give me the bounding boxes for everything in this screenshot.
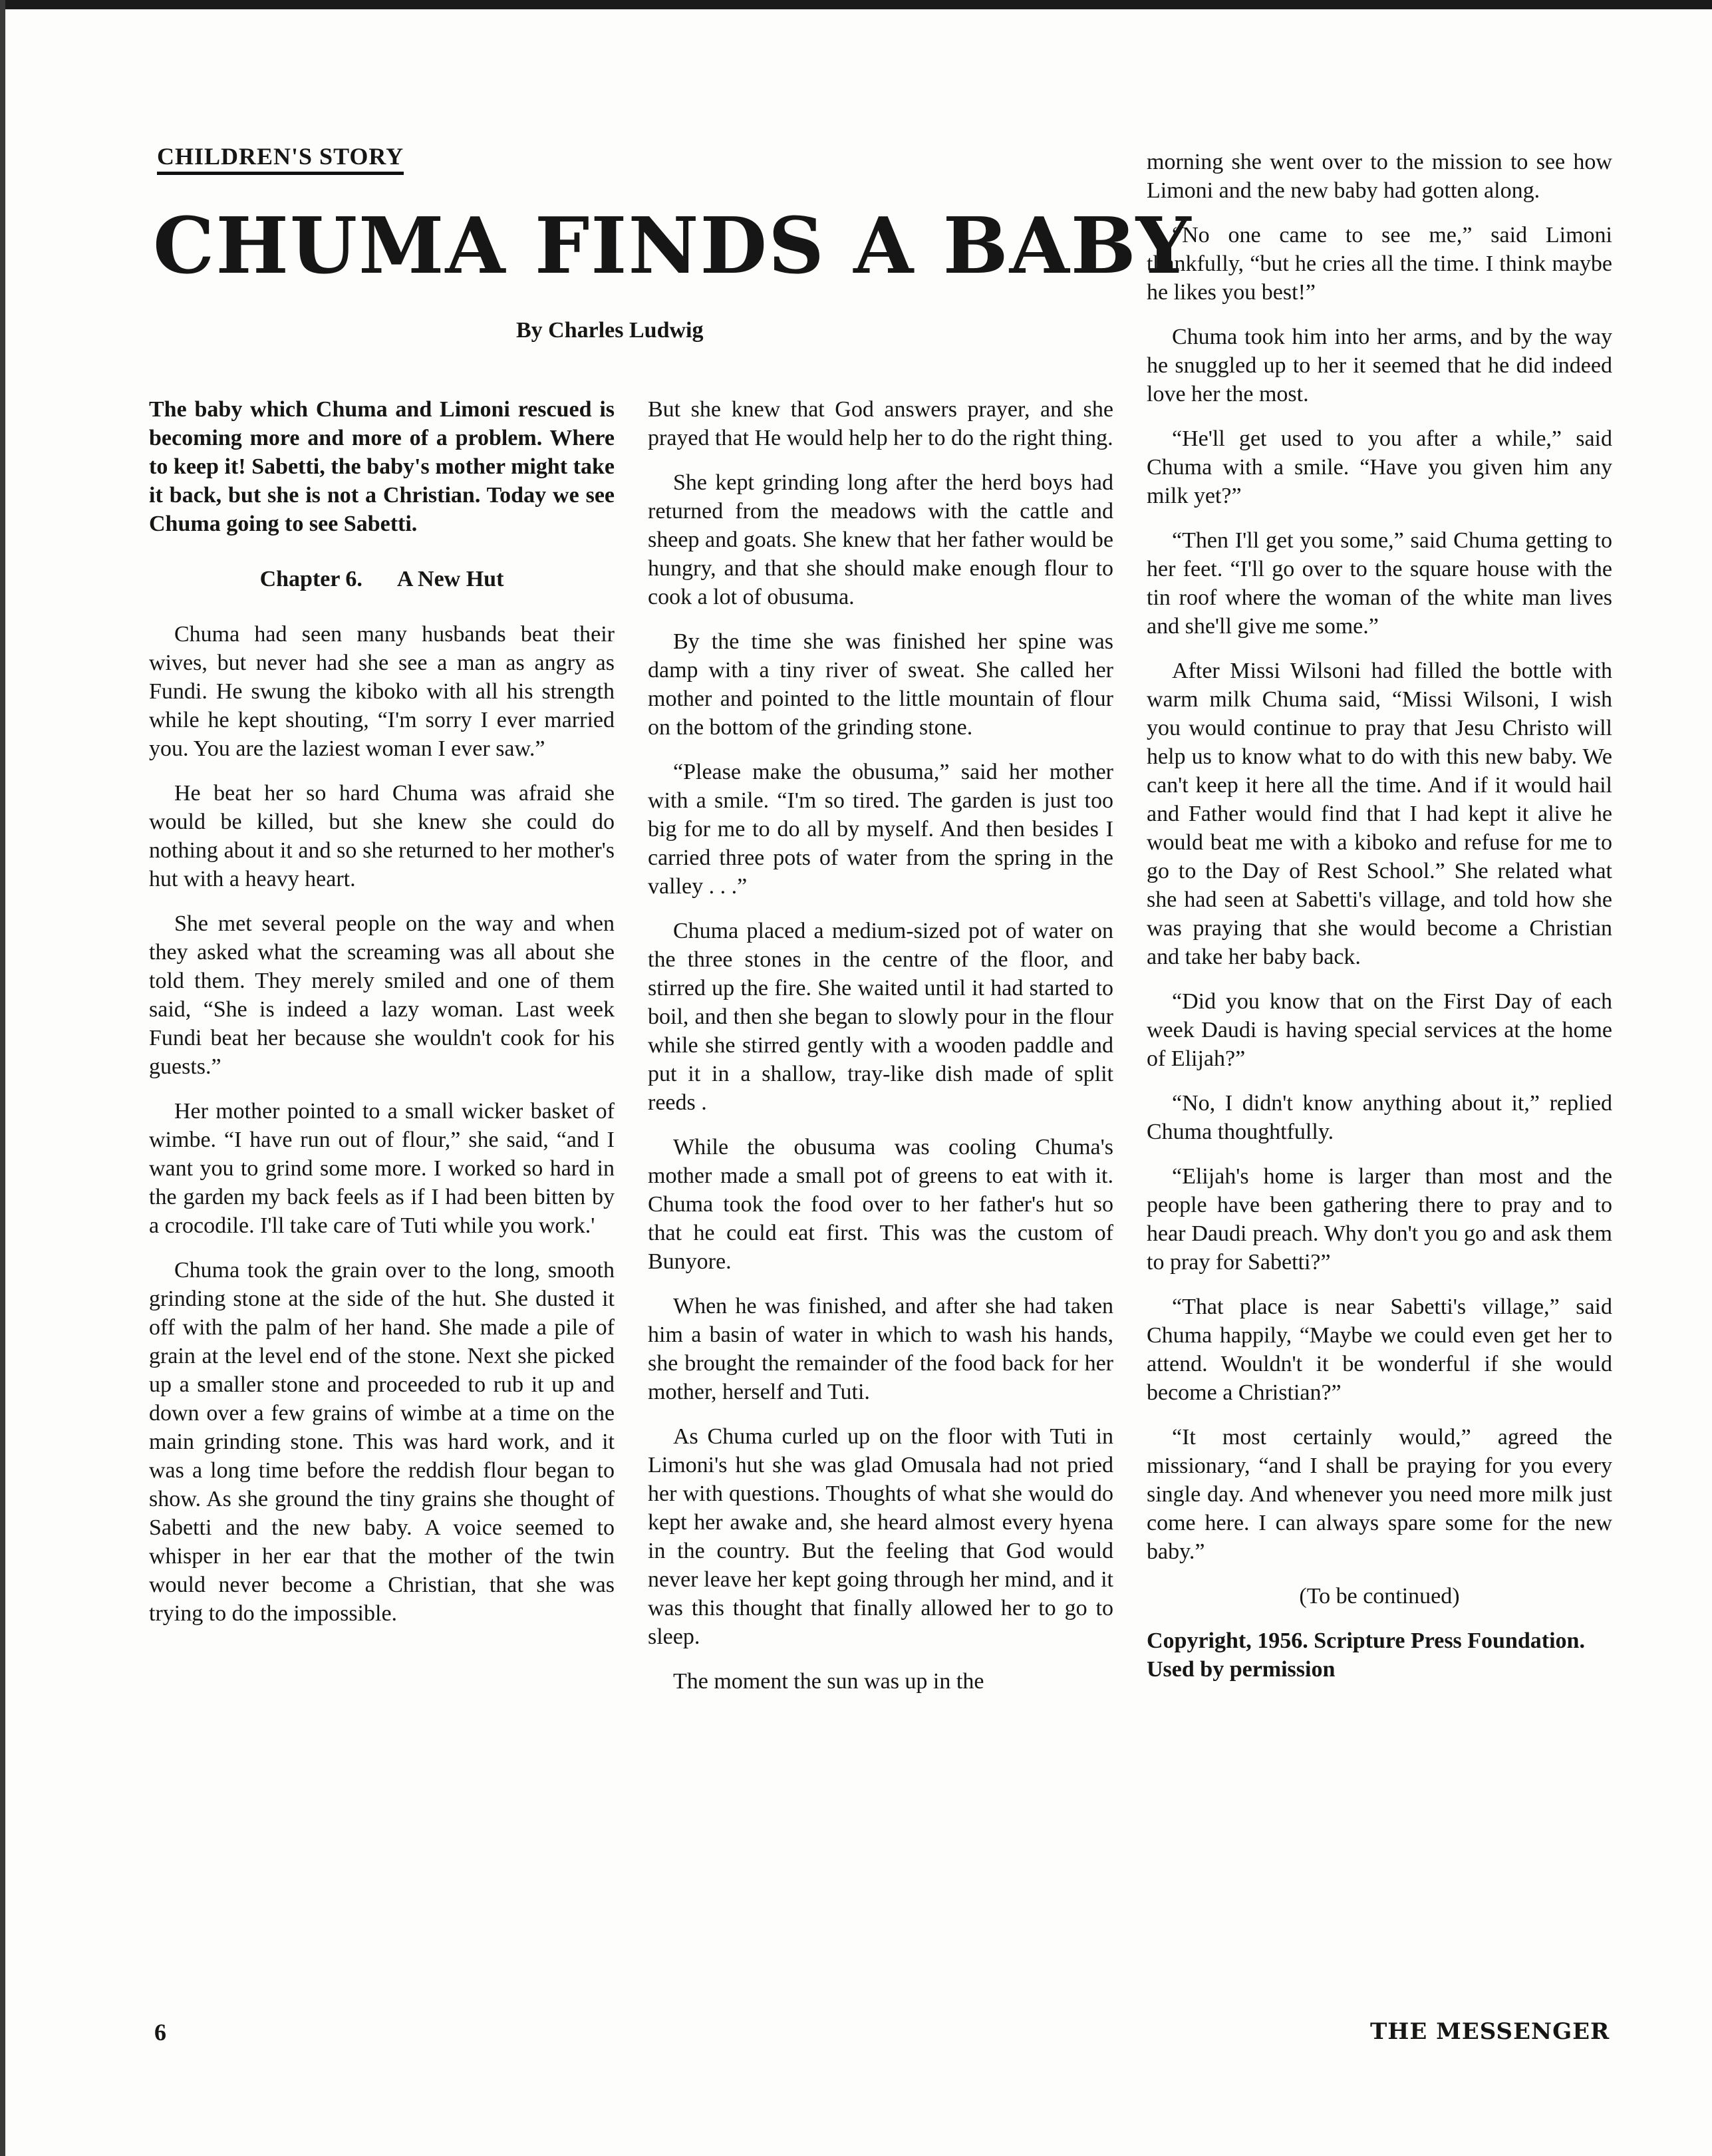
paragraph: “No, I didn't know anything about it,” replied Chuma thoughtfully. xyxy=(1147,1091,1612,1144)
paragraph: He beat her so hard Chuma was afraid she would be killed, but she knew she could do nothing about it and so she returned to her mother's hut with a heavy heart. xyxy=(149,781,615,891)
paragraph: “Please make the obusuma,” said her mother with a smile. “I'm so tired. The garden is just too big for me to do all by myself. And then besides I carried three pots of water from the spring in the valley . . .” xyxy=(648,760,1113,899)
magazine-name: THE MESSENGER xyxy=(1370,2018,1610,2045)
paragraph: “No one came to see me,” said Limoni thankfully, “but he cries all the time. I think maybe he likes you best!” xyxy=(1147,223,1612,305)
scan-border-left xyxy=(0,0,5,2156)
paragraph: “Did you know that on the First Day of each week Daudi is having special services at the home of Elijah?” xyxy=(1147,989,1612,1071)
byline: By Charles Ludwig xyxy=(516,318,704,343)
paragraph: Chuma placed a medium-sized pot of water on the three stones in the centre of the floor, and stirred up the fire. She waited until it had started to boil, and then she began to slowly pour in the flour while she stirred gently with a wooden paddle and put it in a shallow, tray-like dish made of split reeds . xyxy=(648,919,1113,1115)
paragraph: Chuma took him into her arms, and by the way he snuggled up to her it seemed that he did indeed love her the most. xyxy=(1147,325,1612,406)
to-be-continued: (To be continued) xyxy=(1299,1584,1460,1609)
paragraph: She met several people on the way and when they asked what the screaming was all about she told them. They merely smiled and one of them said, “She is indeed a lazy woman. Last week Fundi beat her because she wouldn't cook for his guests.” xyxy=(149,911,615,1079)
paragraph: morning she went over to the mission to see how Limoni and the new baby had gotten along. xyxy=(1147,150,1612,203)
paragraph: After Missi Wilsoni had filled the bottle with warm milk Chuma said, “Missi Wilsoni, I wish you would continue to pray that Jesu Christo will help us to know what to do with this new baby. We can't keep it here all the time. And if it would hail and Father would find that I had kept it alive he would beat me with a kiboko and refuse for me to go to the Day of Rest School.” She related what she had seen at Sabetti's village, and told how she was praying that she would become a Christian and take her baby back. xyxy=(1147,659,1612,969)
column-1 xyxy=(149,395,615,1644)
page-number: 6 xyxy=(154,2019,166,2046)
paragraph: While the obusuma was cooling Chuma's mother made a small pot of greens to eat with it. Chuma took the food over to her father's hut so that he could eat first. This was the custom of Bunyore. xyxy=(648,1135,1113,1274)
paragraph: “He'll get used to you after a while,” said Chuma with a smile. “Have you given him any milk yet?” xyxy=(1147,426,1612,508)
scan-border-top xyxy=(0,0,1712,9)
paragraph: As Chuma curled up on the floor with Tuti in Limoni's hut she was glad Omusala had not pried her with questions. Thoughts of what she would do kept her awake and, she heard almost every hyena in the country. But the feeling that God would never leave her kept going through her mind, and it was this thought that finally allowed her to go to sleep. xyxy=(648,1424,1113,1649)
paragraph: The moment the sun was up in the xyxy=(673,1669,984,1694)
paragraph: Her mother pointed to a small wicker basket of wimbe. “I have run out of flour,” she said, “and I want you to grind some more. I worked so hard in the garden my back feels as if I had been bitten by a crocodile. I'll take care of Tuti while you work.' xyxy=(149,1099,615,1238)
paragraph: When he was finished, and after she had taken him a basin of water in which to wash his hands, she brought the remainder of the food back for her mother, herself and Tuti. xyxy=(648,1294,1113,1404)
column-2 xyxy=(648,395,1113,1712)
intro-paragraph: The baby which Chuma and Limoni rescued is becoming more and more of a problem. Where to keep it! Sabetti, the baby's mother might take it back, but she is not a Christian. Today we see Chuma going to see Sabetti. xyxy=(149,397,615,536)
paragraph: “That place is near Sabetti's village,” said Chuma happily, “Maybe we could even get her to attend. Wouldn't it be wonderful if she would become a Christian?” xyxy=(1147,1295,1612,1405)
copyright-notice: Copyright, 1956. Scripture Press Foundation. Used by permission xyxy=(1147,1628,1585,1682)
paragraph: But she knew that God answers prayer, and she prayed that He would help her to do the right thing. xyxy=(648,397,1113,450)
story-title: CHUMA FINDS A BABY xyxy=(153,201,1193,291)
column-3 xyxy=(1147,148,1612,1700)
paragraph: Chuma had seen many husbands beat their wives, but never had she see a man as angry as Fundi. He swung the kiboko with all his strength while he kept shouting, “I'm sorry I ever married you. You are the laziest woman I ever saw.” xyxy=(149,622,615,761)
paragraph: By the time she was finished her spine was damp with a tiny river of sweat. She called her mother and pointed to the little mountain of flour on the bottom of the grinding stone. xyxy=(648,629,1113,740)
chapter-name: A New Hut xyxy=(396,567,504,591)
paragraph: Chuma took the grain over to the long, smooth grinding stone at the side of the hut. She dusted it off with the palm of her hand. She made a pile of grain at the level end of the stone. Next she picked up a smaller stone and proceeded to rub it up and down over a few grains of wimbe at a time on the main grinding stone. This was hard work, and it was a long time before the reddish flour began to show. As she ground the tiny grains she thought of Sabetti and the new baby. A voice seemed to whisper in her ear that the mother of the twin would never become a Christian, that she was trying to do the impossible. xyxy=(149,1258,615,1626)
paragraph: “It most certainly would,” agreed the missionary, “and I shall be praying for you every single day. And whenever you need more milk just come here. I can always spare some for the new baby.” xyxy=(1147,1425,1612,1564)
paragraph: She kept grinding long after the herd boys had returned from the meadows with the cattle and sheep and goats. She knew that her father would be hungry, and that she should make enough flour to cook a lot of obusuma. xyxy=(648,470,1113,609)
chapter-heading xyxy=(149,565,615,593)
paragraph: “Then I'll get you some,” said Chuma getting to her feet. “I'll go over to the square house with the tin roof where the woman of the white man lives and she'll give me some.” xyxy=(1147,528,1612,639)
paragraph: “Elijah's home is larger than most and the people have been gathering there to pray and to hear Daudi preach. Why don't you go and ask them to pray for Sabetti?” xyxy=(1147,1164,1612,1275)
section-kicker: CHILDREN'S STORY xyxy=(157,142,404,175)
chapter-number: Chapter 6. xyxy=(259,567,362,591)
